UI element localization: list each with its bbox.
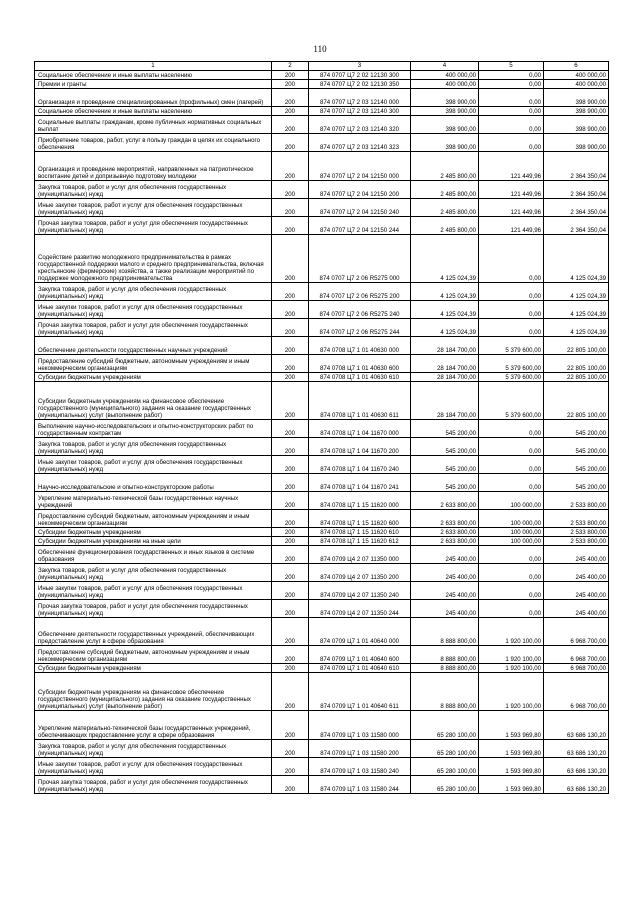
row-code: 200 — [272, 564, 309, 582]
row-code: 200 — [272, 758, 309, 776]
row-name: Укрепление материально-технической базы государственных научных учреждений — [35, 492, 272, 510]
row-name: Предоставление субсидий бюджетным, автономным учреждениям и иным некоммерческим организациям — [35, 355, 272, 373]
table-row — [35, 217, 609, 235]
row-value-col4: 4 125 024,39 — [411, 283, 479, 301]
table-row — [35, 235, 609, 283]
row-value-col4: 545 200,00 — [411, 438, 479, 456]
row-value-col6: 6 968 700,00 — [544, 646, 609, 664]
row-classification: 874 0708 Ц7 1 01 40630 600 — [309, 355, 411, 373]
row-value-col4: 545 200,00 — [411, 456, 479, 474]
page-number: 110 — [313, 44, 327, 54]
row-value-col6: 6 968 700,00 — [544, 664, 609, 673]
row-classification: 874 0709 Ц7 1 03 11580 240 — [309, 758, 411, 776]
row-classification: 874 0707 Ц7 2 06 R5275 000 — [309, 235, 411, 283]
table-row — [35, 134, 609, 152]
row-name: Закупка товаров, работ и услуг для обеспечения государственных (муниципальных) нужд — [35, 438, 272, 456]
table-row — [35, 71, 609, 80]
row-name: Обеспечение деятельности государственных учреждений, обеспечивающих предоставление услуг в сфере образования — [35, 618, 272, 646]
row-name: Субсидии бюджетным учреждениям на иные цели — [35, 537, 272, 546]
table-row — [35, 89, 609, 107]
row-value-col6: 22 805 100,00 — [544, 382, 609, 420]
row-value-col5: 0,00 — [479, 319, 544, 337]
row-value-col4: 2 633 800,00 — [411, 492, 479, 510]
row-name: Иные закупки товаров, работ и услуг для обеспечения государственных (муниципальных) нужд — [35, 199, 272, 217]
row-code: 200 — [272, 664, 309, 673]
row-value-col6: 6 968 700,00 — [544, 673, 609, 711]
row-value-col4: 245 400,00 — [411, 546, 479, 564]
row-name: Содействие развитию молодежного предпринимательства в рамках государственной поддержки малого и среднего предпринимательства, включая крестьянские (фермерские) хозяйства, а также реализации мероприятий по поддержке молодежного предпринимательства — [35, 235, 272, 283]
row-value-col4: 28 184 700,00 — [411, 382, 479, 420]
row-value-col5: 0,00 — [479, 564, 544, 582]
row-value-col4: 8 888 800,00 — [411, 646, 479, 664]
column-header-3: 3 — [309, 62, 411, 71]
row-code: 200 — [272, 673, 309, 711]
row-value-col4: 65 280 100,00 — [411, 711, 479, 740]
row-name: Обеспечение деятельности государственных научных учреждений — [35, 337, 272, 355]
row-value-col6: 2 533 800,00 — [544, 492, 609, 510]
row-value-col4: 245 400,00 — [411, 600, 479, 618]
row-value-col5: 5 379 600,00 — [479, 355, 544, 373]
row-classification: 874 0707 Ц7 2 03 12140 323 — [309, 134, 411, 152]
row-classification: 874 0707 Ц7 2 06 R5275 244 — [309, 319, 411, 337]
row-value-col5: 100 000,00 — [479, 492, 544, 510]
row-value-col6: 6 968 700,00 — [544, 618, 609, 646]
row-value-col4: 2 633 800,00 — [411, 537, 479, 546]
row-classification: 874 0707 Ц7 2 04 12150 240 — [309, 199, 411, 217]
row-value-col6: 22 805 100,00 — [544, 355, 609, 373]
row-classification: 874 0707 Ц7 2 04 12150 000 — [309, 152, 411, 181]
table-header-row — [35, 62, 609, 71]
row-value-col6: 2 533 800,00 — [544, 528, 609, 537]
row-classification: 874 0707 Ц7 2 04 12150 200 — [309, 181, 411, 199]
row-classification: 874 0707 Ц7 2 04 12150 244 — [309, 217, 411, 235]
row-value-col5: 1 593 969,80 — [479, 758, 544, 776]
row-code: 200 — [272, 456, 309, 474]
row-value-col4: 398 900,00 — [411, 107, 479, 116]
row-value-col6: 22 805 100,00 — [544, 373, 609, 382]
row-name: Субсидии бюджетным учреждениям — [35, 373, 272, 382]
row-classification: 874 0708 Ц7 1 04 11670 241 — [309, 474, 411, 492]
row-name: Укрепление материально-технической базы государственных учреждений, обеспечивающих предоставление услуг в сфере образования — [35, 711, 272, 740]
row-value-col6: 545 200,00 — [544, 456, 609, 474]
column-header-1: 1 — [35, 62, 272, 71]
row-name: Субсидии бюджетным учреждениям на финансовое обеспечение государственного (муниципального) задания на оказание государственных (муниципальных) услуг (выполнение работ) — [35, 673, 272, 711]
table-row — [35, 546, 609, 564]
row-classification: 874 0709 Ц7 1 01 40640 610 — [309, 664, 411, 673]
budget-table — [34, 61, 609, 794]
row-classification: 874 0707 Ц7 2 03 12140 320 — [309, 116, 411, 134]
table-row — [35, 528, 609, 537]
row-value-col6: 545 200,00 — [544, 438, 609, 456]
row-value-col6: 2 364 350,04 — [544, 181, 609, 199]
row-classification: 874 0707 Ц7 2 02 12130 300 — [309, 71, 411, 80]
column-header-2: 2 — [272, 62, 309, 71]
row-value-col5: 0,00 — [479, 456, 544, 474]
row-classification: 874 0709 Ц7 1 03 11580 000 — [309, 711, 411, 740]
row-code: 200 — [272, 438, 309, 456]
row-code: 200 — [272, 199, 309, 217]
row-name: Предоставление субсидий бюджетным, автономным учреждениям и иным некоммерческим организациям — [35, 646, 272, 664]
row-classification: 874 0708 Ц7 1 15 11620 600 — [309, 510, 411, 528]
row-value-col6: 4 125 024,39 — [544, 235, 609, 283]
row-value-col6: 63 686 130,20 — [544, 711, 609, 740]
row-classification: 874 0708 Ц7 1 15 11620 612 — [309, 537, 411, 546]
row-value-col4: 2 633 800,00 — [411, 510, 479, 528]
row-value-col6: 2 364 350,04 — [544, 199, 609, 217]
row-value-col6: 545 200,00 — [544, 420, 609, 438]
row-name: Закупка товаров, работ и услуг для обеспечения государственных (муниципальных) нужд — [35, 283, 272, 301]
table-row — [35, 474, 609, 492]
row-classification: 874 0709 Ц4 2 07 11350 200 — [309, 564, 411, 582]
row-code: 200 — [272, 181, 309, 199]
row-code: 200 — [272, 382, 309, 420]
row-value-col5: 0,00 — [479, 600, 544, 618]
row-code: 200 — [272, 537, 309, 546]
row-value-col5: 1 593 969,80 — [479, 711, 544, 740]
table-row — [35, 564, 609, 582]
table-row — [35, 152, 609, 181]
row-value-col5: 0,00 — [479, 420, 544, 438]
row-code: 200 — [272, 373, 309, 382]
row-value-col5: 0,00 — [479, 80, 544, 89]
row-code: 200 — [272, 582, 309, 600]
row-value-col4: 398 900,00 — [411, 89, 479, 107]
row-value-col6: 22 805 100,00 — [544, 337, 609, 355]
row-value-col6: 245 400,00 — [544, 546, 609, 564]
table-row — [35, 740, 609, 758]
table-row — [35, 116, 609, 134]
row-name: Социальные выплаты гражданам, кроме публичных нормативных социальных выплат — [35, 116, 272, 134]
row-value-col4: 28 184 700,00 — [411, 373, 479, 382]
row-code: 200 — [272, 71, 309, 80]
row-classification: 874 0709 Ц4 2 07 11350 244 — [309, 600, 411, 618]
row-value-col5: 5 379 600,00 — [479, 373, 544, 382]
row-value-col5: 0,00 — [479, 107, 544, 116]
table-row — [35, 673, 609, 711]
table-row — [35, 492, 609, 510]
row-classification: 874 0708 Ц7 1 15 11620 610 — [309, 528, 411, 537]
table-row — [35, 664, 609, 673]
table-row — [35, 301, 609, 319]
row-value-col5: 1 593 969,80 — [479, 740, 544, 758]
row-classification: 874 0707 Ц7 2 03 12140 300 — [309, 107, 411, 116]
table-row — [35, 510, 609, 528]
row-name: Премии и гранты — [35, 80, 272, 89]
row-value-col5: 0,00 — [479, 438, 544, 456]
row-value-col5: 121 449,96 — [479, 152, 544, 181]
row-name: Организация и проведение мероприятий, направленных на патриотическое воспитание детей и допризывную подготовку молодежи — [35, 152, 272, 181]
row-name: Предоставление субсидий бюджетным, автономным учреждениям и иным некоммерческим организациям — [35, 510, 272, 528]
row-classification: 874 0708 Ц7 1 01 40630 610 — [309, 373, 411, 382]
row-code: 200 — [272, 152, 309, 181]
row-code: 200 — [272, 528, 309, 537]
row-value-col6: 2 364 350,04 — [544, 152, 609, 181]
row-value-col5: 100 000,00 — [479, 510, 544, 528]
row-value-col6: 245 400,00 — [544, 564, 609, 582]
row-classification: 874 0707 Ц7 2 03 12140 000 — [309, 89, 411, 107]
row-code: 200 — [272, 618, 309, 646]
row-value-col4: 65 280 100,00 — [411, 740, 479, 758]
table-row — [35, 181, 609, 199]
row-value-col6: 398 900,00 — [544, 116, 609, 134]
row-value-col4: 8 888 800,00 — [411, 673, 479, 711]
row-value-col5: 121 449,96 — [479, 199, 544, 217]
row-value-col5: 1 920 100,00 — [479, 664, 544, 673]
row-value-col5: 5 379 600,00 — [479, 382, 544, 420]
table-row — [35, 711, 609, 740]
row-code: 200 — [272, 510, 309, 528]
row-classification: 874 0709 Ц7 1 01 40640 611 — [309, 673, 411, 711]
row-name: Социальное обеспечение и иные выплаты населению — [35, 71, 272, 80]
row-code: 200 — [272, 740, 309, 758]
row-code: 200 — [272, 546, 309, 564]
row-value-col6: 400 000,00 — [544, 80, 609, 89]
row-value-col5: 0,00 — [479, 89, 544, 107]
row-code: 200 — [272, 646, 309, 664]
table-row — [35, 456, 609, 474]
row-code: 200 — [272, 420, 309, 438]
table-row — [35, 420, 609, 438]
row-name: Субсидии бюджетным учреждениям на финансовое обеспечение государственного (муниципального) задания на оказание государственных (муниципальных) услуг (выполнение работ) — [35, 382, 272, 420]
row-code: 200 — [272, 134, 309, 152]
row-name: Иные закупки товаров, работ и услуг для обеспечения государственных (муниципальных) нужд — [35, 301, 272, 319]
row-classification: 874 0707 Ц7 2 06 R5275 240 — [309, 301, 411, 319]
row-name: Прочая закупка товаров, работ и услуг для обеспечения государственных (муниципальных) нужд — [35, 600, 272, 618]
row-code: 200 — [272, 301, 309, 319]
row-classification: 874 0709 Ц7 1 01 40640 600 — [309, 646, 411, 664]
row-value-col4: 400 000,00 — [411, 80, 479, 89]
row-value-col6: 398 900,00 — [544, 89, 609, 107]
row-classification: 874 0708 Ц7 1 15 11620 000 — [309, 492, 411, 510]
row-code: 200 — [272, 217, 309, 235]
row-code: 200 — [272, 80, 309, 89]
row-classification: 874 0709 Ц4 2 07 11350 000 — [309, 546, 411, 564]
table-row — [35, 355, 609, 373]
row-value-col4: 8 888 800,00 — [411, 618, 479, 646]
row-value-col6: 4 125 024,39 — [544, 319, 609, 337]
row-value-col5: 1 920 100,00 — [479, 646, 544, 664]
row-value-col6: 63 686 130,20 — [544, 758, 609, 776]
row-classification: 874 0708 Ц7 1 04 11670 000 — [309, 420, 411, 438]
table-row — [35, 319, 609, 337]
row-classification: 874 0708 Ц7 1 01 40630 611 — [309, 382, 411, 420]
table-row — [35, 283, 609, 301]
row-code: 200 — [272, 355, 309, 373]
row-code: 200 — [272, 89, 309, 107]
row-value-col5: 0,00 — [479, 582, 544, 600]
row-value-col5: 5 379 600,00 — [479, 337, 544, 355]
row-value-col4: 2 485 800,00 — [411, 152, 479, 181]
table-row — [35, 80, 609, 89]
row-code: 200 — [272, 776, 309, 794]
row-value-col5: 1 920 100,00 — [479, 618, 544, 646]
row-name: Субсидии бюджетным учреждениям — [35, 528, 272, 537]
row-name: Социальное обеспечение и иные выплаты населению — [35, 107, 272, 116]
row-value-col5: 100 000,00 — [479, 537, 544, 546]
row-value-col4: 398 900,00 — [411, 134, 479, 152]
row-name: Закупка товаров, работ и услуг для обеспечения государственных (муниципальных) нужд — [35, 181, 272, 199]
row-value-col5: 1 920 100,00 — [479, 673, 544, 711]
row-name: Закупка товаров, работ и услуг для обеспечения государственных (муниципальных) нужд — [35, 740, 272, 758]
row-value-col5: 0,00 — [479, 474, 544, 492]
column-header-5: 5 — [479, 62, 544, 71]
row-code: 200 — [272, 283, 309, 301]
row-classification: 874 0709 Ц4 2 07 11350 240 — [309, 582, 411, 600]
row-value-col4: 2 485 800,00 — [411, 217, 479, 235]
row-name: Прочая закупка товаров, работ и услуг для обеспечения государственных (муниципальных) нужд — [35, 776, 272, 794]
table-header — [35, 62, 609, 71]
row-value-col6: 4 125 024,39 — [544, 301, 609, 319]
row-name: Организация и проведение специализированных (профильных) смен (лагерей) — [35, 89, 272, 107]
row-value-col5: 0,00 — [479, 134, 544, 152]
row-name: Субсидии бюджетным учреждениям — [35, 664, 272, 673]
row-value-col5: 0,00 — [479, 283, 544, 301]
row-value-col4: 245 400,00 — [411, 564, 479, 582]
row-value-col5: 0,00 — [479, 235, 544, 283]
row-value-col4: 545 200,00 — [411, 420, 479, 438]
table-row — [35, 758, 609, 776]
row-value-col5: 121 449,96 — [479, 217, 544, 235]
row-code: 200 — [272, 492, 309, 510]
row-code: 200 — [272, 319, 309, 337]
row-name: Выполнение научно-исследовательских и опытно-конструкторских работ по государственным контрактам — [35, 420, 272, 438]
row-code: 200 — [272, 600, 309, 618]
table-row — [35, 646, 609, 664]
table-row — [35, 600, 609, 618]
row-name: Прочая закупка товаров, работ и услуг для обеспечения государственных (муниципальных) нужд — [35, 319, 272, 337]
row-value-col4: 400 000,00 — [411, 71, 479, 80]
row-value-col6: 63 686 130,20 — [544, 740, 609, 758]
row-value-col6: 245 400,00 — [544, 582, 609, 600]
row-value-col6: 2 364 350,04 — [544, 217, 609, 235]
row-value-col4: 65 280 100,00 — [411, 776, 479, 794]
row-code: 200 — [272, 711, 309, 740]
row-value-col5: 1 593 969,80 — [479, 776, 544, 794]
row-value-col4: 2 485 800,00 — [411, 181, 479, 199]
row-value-col4: 4 125 024,39 — [411, 301, 479, 319]
row-name: Иные закупки товаров, работ и услуг для обеспечения государственных (муниципальных) нужд — [35, 758, 272, 776]
row-value-col5: 0,00 — [479, 116, 544, 134]
table-row — [35, 373, 609, 382]
row-classification: 874 0707 Ц7 2 02 12130 350 — [309, 80, 411, 89]
column-header-6: 6 — [544, 62, 609, 71]
row-value-col4: 4 125 024,39 — [411, 235, 479, 283]
row-code: 200 — [272, 235, 309, 283]
row-value-col6: 63 686 130,20 — [544, 776, 609, 794]
row-value-col4: 398 900,00 — [411, 116, 479, 134]
column-header-4: 4 — [411, 62, 479, 71]
row-value-col5: 0,00 — [479, 301, 544, 319]
table-row — [35, 776, 609, 794]
row-value-col4: 8 888 800,00 — [411, 664, 479, 673]
row-classification: 874 0709 Ц7 1 01 40640 000 — [309, 618, 411, 646]
row-value-col6: 2 533 800,00 — [544, 510, 609, 528]
row-name: Иные закупки товаров, работ и услуг для обеспечения государственных (муниципальных) нужд — [35, 582, 272, 600]
table-row — [35, 582, 609, 600]
row-value-col6: 2 533 800,00 — [544, 537, 609, 546]
row-code: 200 — [272, 474, 309, 492]
table-row — [35, 618, 609, 646]
table-row — [35, 537, 609, 546]
table-row — [35, 337, 609, 355]
row-code: 200 — [272, 107, 309, 116]
row-name: Закупка товаров, работ и услуг для обеспечения государственных (муниципальных) нужд — [35, 564, 272, 582]
row-value-col5: 0,00 — [479, 71, 544, 80]
table-row — [35, 382, 609, 420]
row-value-col6: 398 900,00 — [544, 107, 609, 116]
row-classification: 874 0709 Ц7 1 03 11580 244 — [309, 776, 411, 794]
row-classification: 874 0707 Ц7 2 06 R5275 200 — [309, 283, 411, 301]
row-value-col4: 4 125 024,39 — [411, 319, 479, 337]
table-body — [35, 71, 609, 794]
row-code: 200 — [272, 116, 309, 134]
row-code: 200 — [272, 337, 309, 355]
row-value-col5: 0,00 — [479, 546, 544, 564]
row-value-col4: 545 200,00 — [411, 474, 479, 492]
row-value-col4: 2 485 800,00 — [411, 199, 479, 217]
row-value-col4: 2 633 800,00 — [411, 528, 479, 537]
table-row — [35, 438, 609, 456]
row-value-col6: 4 125 024,39 — [544, 283, 609, 301]
row-value-col5: 100 000,00 — [479, 528, 544, 537]
row-name: Приобретение товаров, работ, услуг в пользу граждан в целях их социального обеспечения — [35, 134, 272, 152]
row-name: Прочая закупка товаров, работ и услуг для обеспечения государственных (муниципальных) нужд — [35, 217, 272, 235]
row-name: Иные закупки товаров, работ и услуг для обеспечения государственных (муниципальных) нужд — [35, 456, 272, 474]
row-value-col4: 65 280 100,00 — [411, 758, 479, 776]
row-classification: 874 0708 Ц7 1 04 11670 200 — [309, 438, 411, 456]
row-value-col6: 400 000,00 — [544, 71, 609, 80]
row-classification: 874 0709 Ц7 1 03 11580 200 — [309, 740, 411, 758]
row-value-col5: 121 449,96 — [479, 181, 544, 199]
table-row — [35, 199, 609, 217]
row-classification: 874 0708 Ц7 1 01 40630 000 — [309, 337, 411, 355]
row-value-col4: 245 400,00 — [411, 582, 479, 600]
row-value-col6: 245 400,00 — [544, 600, 609, 618]
row-name: Обеспечение функционирования государственных и иных языков в системе образования — [35, 546, 272, 564]
row-classification: 874 0708 Ц7 1 04 11670 240 — [309, 456, 411, 474]
row-name: Научно-исследовательские и опытно-конструкторские работы — [35, 474, 272, 492]
row-value-col6: 398 900,00 — [544, 134, 609, 152]
row-value-col4: 28 184 700,00 — [411, 355, 479, 373]
table-row — [35, 107, 609, 116]
row-value-col6: 545 200,00 — [544, 474, 609, 492]
row-value-col4: 28 184 700,00 — [411, 337, 479, 355]
